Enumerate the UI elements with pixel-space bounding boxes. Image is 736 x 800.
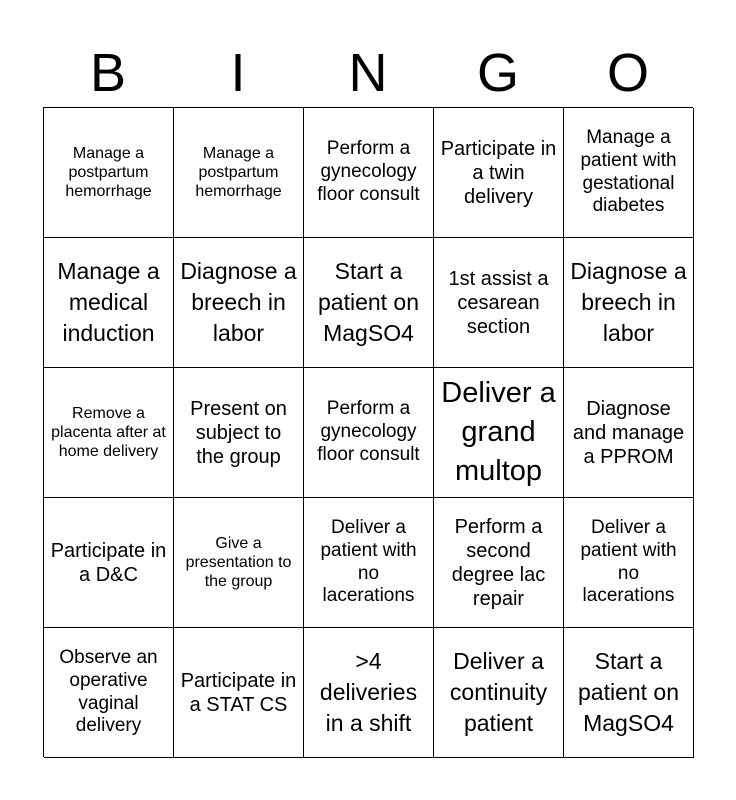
cell-text: Deliver a patient with no lacerations <box>320 516 417 607</box>
cell-text: Remove a placenta after at home delivery <box>51 404 166 461</box>
cell-text: Manage a postpartum hemorrhage <box>195 144 282 201</box>
bingo-cell-r3c5[interactable] <box>564 368 694 498</box>
cell-text: Diagnose and manage a PPROM <box>572 397 685 468</box>
bingo-cell-r2c3[interactable] <box>304 238 434 368</box>
header-letter-b: B <box>89 43 127 103</box>
cell-text: Perform a second degree lac repair <box>451 515 546 610</box>
bingo-cell-r4c5[interactable] <box>564 498 694 628</box>
cell-text: Participate in a D&C <box>50 539 167 586</box>
bingo-cell-r3c2[interactable] <box>174 368 304 498</box>
cell-text: Perform a gynecology floor consult <box>317 138 420 205</box>
bingo-cell-r1c5[interactable] <box>564 108 694 238</box>
cell-text: Diagnose a breech in labor <box>570 257 687 347</box>
bingo-cell-r2c4[interactable] <box>434 238 564 368</box>
bingo-grid <box>43 107 693 757</box>
bingo-cell-r1c2[interactable] <box>174 108 304 238</box>
bingo-cell-r5c5[interactable] <box>564 628 694 758</box>
cell-text: Deliver a patient with no lacerations <box>580 516 677 607</box>
bingo-cell-r1c4[interactable] <box>434 108 564 238</box>
cell-text: Manage a postpartum hemorrhage <box>65 144 152 201</box>
cell-text: Diagnose a breech in labor <box>180 257 297 347</box>
header-letter-o: O <box>606 43 649 103</box>
cell-text: Present on subject to the group <box>190 397 287 468</box>
header-letter-n: N <box>348 43 388 103</box>
cell-text: Observe an operative vaginal delivery <box>59 646 158 737</box>
bingo-cell-r3c4[interactable] <box>434 368 564 498</box>
bingo-cell-r5c1[interactable] <box>44 628 174 758</box>
bingo-cell-r2c2[interactable] <box>174 238 304 368</box>
bingo-cell-r4c1[interactable] <box>44 498 174 628</box>
bingo-cell-r5c4[interactable] <box>434 628 564 758</box>
cell-text: 1st assist a cesarean section <box>448 267 549 338</box>
cell-text: Perform a gynecology floor consult <box>317 398 420 465</box>
header-letter-i: I <box>230 43 246 103</box>
cell-text: Participate in a twin delivery <box>440 137 557 208</box>
cell-text: Manage a patient with gestational diabetes <box>580 126 677 217</box>
bingo-cell-r2c1[interactable] <box>44 238 174 368</box>
cell-text: Deliver a continuity patient <box>449 647 548 737</box>
bingo-cell-r1c1[interactable] <box>44 108 174 238</box>
cell-text: Participate in a STAT CS <box>180 669 297 716</box>
header-letter-g: G <box>476 43 519 103</box>
cell-text: Manage a medical induction <box>57 257 160 347</box>
cell-text: Start a patient on MagSO4 <box>577 647 680 737</box>
cell-text: Deliver a grand multop <box>441 376 556 488</box>
bingo-cell-r3c1[interactable] <box>44 368 174 498</box>
bingo-cell-r2c5[interactable] <box>564 238 694 368</box>
bingo-cell-r4c3[interactable] <box>304 498 434 628</box>
bingo-cell-r5c2[interactable] <box>174 628 304 758</box>
bingo-cell-r1c3[interactable] <box>304 108 434 238</box>
bingo-cell-r3c3[interactable] <box>304 368 434 498</box>
cell-text: Give a presentation to the group <box>185 534 292 591</box>
bingo-cell-r4c4[interactable] <box>434 498 564 628</box>
bingo-cell-r4c2[interactable] <box>174 498 304 628</box>
bingo-cell-r5c3[interactable] <box>304 628 434 758</box>
cell-text: >4 deliveries in a shift <box>319 647 418 737</box>
bingo-header <box>43 40 693 106</box>
cell-text: Start a patient on MagSO4 <box>317 257 420 347</box>
